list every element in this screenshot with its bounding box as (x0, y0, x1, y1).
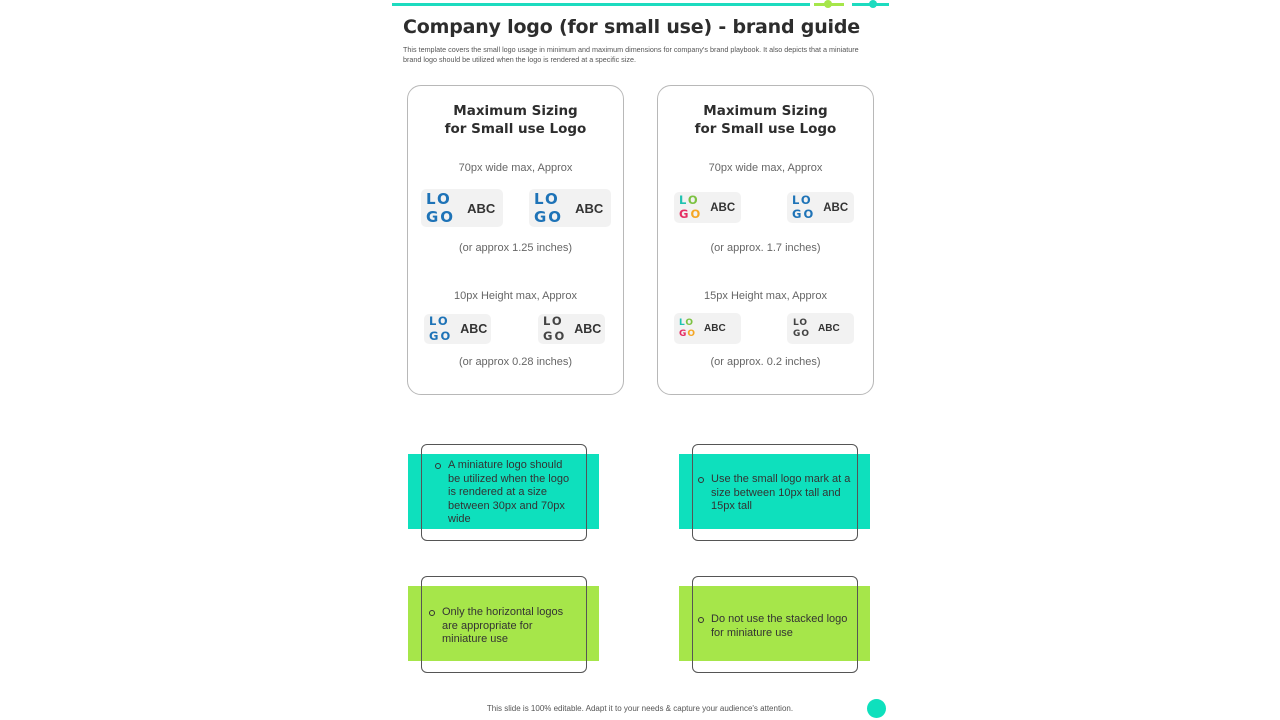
logo-badge-dark-small (538, 314, 605, 344)
sizing-card-left (407, 85, 624, 395)
height-inches: (or approx 0.28 inches) (458, 356, 573, 368)
card-title-line2: for Small use Logo (444, 121, 587, 137)
logo-mark: LO GO (534, 189, 564, 226)
note-stacked-logo: Do not use the stacked logo for miniature use (698, 613, 858, 640)
page-subtitle: This template covers the small logo usage in minimum and maximum dimensions for company's brand playbook. It also depicts that a miniature brand logo should be utilized when the logo is rendered at a specific size. (403, 45, 859, 64)
top-accent-bar (392, 2, 889, 6)
logo-badge-color-small (674, 313, 741, 344)
logo-badge-color-large (674, 192, 741, 223)
logo-wordmark: ABC (574, 322, 602, 336)
logo-wordmark: ABC (467, 200, 496, 216)
logo-mark: LO GO (793, 317, 811, 339)
card-title-line1: Maximum Sizing (453, 103, 578, 119)
accent-dot-teal (869, 0, 877, 8)
logo-mark: LO GO (792, 192, 816, 221)
height-label: 10px Height max, Approx (454, 290, 577, 302)
height-label: 15px Height max, Approx (704, 290, 827, 302)
logo-wordmark: ABC (823, 201, 849, 214)
logo-badge-dark-tiny (787, 313, 854, 344)
note-horizontal-logos: Only the horizontal logos are appropriate for miniature use (429, 606, 574, 647)
logo-badge-blue-small (424, 314, 491, 344)
width-inches: (or approx 1.25 inches) (458, 242, 573, 254)
page-title: Company logo (for small use) - brand guide (403, 16, 860, 38)
bullet-circle-icon (435, 463, 441, 469)
logo-badge-blue-large (421, 189, 503, 227)
logo-mark: LO GO (543, 314, 567, 343)
note-miniature-size: A miniature logo should be utilized when the logo is rendered at a size between 30px and 70px wide (435, 459, 575, 527)
logo-wordmark: ABC (704, 323, 726, 334)
height-inches: (or approx. 0.2 inches) (710, 356, 821, 368)
logo-wordmark: ABC (818, 323, 840, 334)
logo-wordmark: ABC (460, 322, 488, 336)
sizing-card-right (657, 85, 874, 395)
accent-dot-green (824, 0, 832, 8)
card-title (408, 102, 623, 138)
logo-mark: LO GO (429, 314, 453, 343)
logo-wordmark: ABC (575, 200, 604, 216)
footer-note: This slide is 100% editable. Adapt it to your needs & capture your audience's attention. (486, 704, 794, 713)
logo-mark: LO GO (679, 317, 697, 339)
note-logo-mark-size: Use the small logo mark at a size between 10px tall and 15px tall (698, 473, 858, 514)
logo-badge-blue-large-2 (529, 189, 611, 227)
bullet-circle-icon (429, 610, 435, 616)
logo-mark: LO GO (426, 189, 456, 226)
width-label: 70px wide max, Approx (458, 162, 573, 174)
width-label: 70px wide max, Approx (708, 162, 823, 174)
width-inches: (or approx. 1.7 inches) (710, 242, 821, 254)
card-title-line2: for Small use Logo (694, 121, 837, 137)
logo-badge-blue-medium (787, 192, 854, 223)
logo-wordmark: ABC (710, 201, 736, 214)
card-title-line1: Maximum Sizing (703, 103, 828, 119)
corner-dot-decoration (867, 699, 886, 718)
bullet-circle-icon (698, 617, 704, 623)
logo-mark: LO GO (679, 192, 703, 221)
card-title (658, 102, 873, 138)
accent-line-teal (392, 3, 810, 6)
bullet-circle-icon (698, 477, 704, 483)
